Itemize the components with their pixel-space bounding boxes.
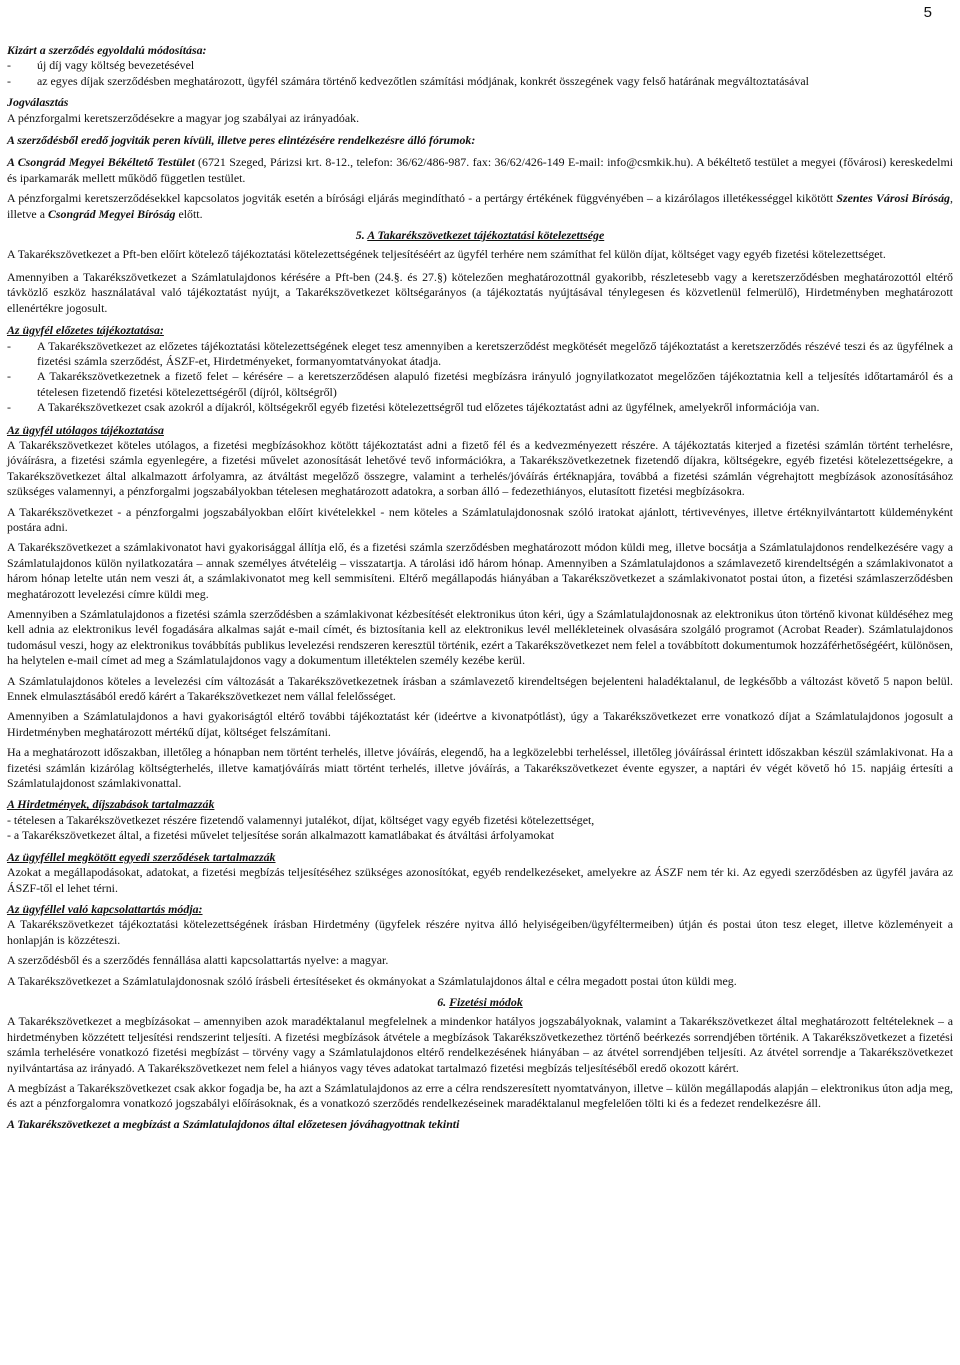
list-item: - A Takarékszövetkezet az előzetes tájékoztatási kötelezettségének eleget tesz amennyiben a keretszerződést megkötését megelőző tájékoztatást a keretszerződés részévé teszi és az ügyfélnek a fizetési számla szerződést, ÁSZF-et, Hirdetményeket, formanyomtatványokat átadja. bbox=[7, 338, 953, 368]
section-title: Kizárt a szerződés egyoldalú módosítása: bbox=[7, 43, 207, 57]
list-item: - A Takarékszövetkezetnek a fizető felet – kérésére – a keretszerződésen alapuló fizetési megbízásra irányuló jognyilatkozatot megelőzően tájékoztatnia kell a teljesítés időtartamáról és a tételesen fizetendő fizetési kötelezettségéről (díjról, költségről) bbox=[7, 369, 953, 399]
chapter-heading: 6. Fizetési módok bbox=[437, 994, 523, 1009]
paragraph: Amennyiben a Számlatulajdonos a fizetési számla szerződésben a számlakivonat kézbesítését elektronikus úton kéri, úgy a Számlatulajdonosnak az elektronikus úton történő kivonat küldéséhez meg kell adnia az elektronikus levél fogadására alkalmas saját e-mail címét, és biztosítania kell az elektronikus levél mellékleteinek olvasására szolgáló programot (Acrobat Reader). Számlatulajdonos tudomásul veszi, hogy az elektronikus továbbítás publikus levelezési rendszeren keresztül történik, ezért a Takarékszövetkezet nem felel a továbbított dokumentumok hozzáférhetőségéért, különösen, ha helytelen e-mail címet ad meg a Számlatulajdonos vagy a dokumentum illetéktelen személy kezébe kerül. bbox=[7, 607, 953, 668]
document-body bbox=[7, 43, 953, 1137]
section-title: Jogválasztás bbox=[7, 95, 69, 110]
paragraph: A pénzforgalmi keretszerződésekkel kapcsolatos jogviták esetén a bírósági eljárás megindítható - a pertárgy értékének függvényében – a kizárólagos illetékességgel kikötött Szentes Városi Bíróság, illetve a Csongrád Megyei Bíróság előtt. bbox=[7, 191, 953, 221]
paragraph: A Takarékszövetkezet a Számlatulajdonosnak szóló írásbeli értesítéseket és okmányokat a Számlatulajdonos által e célra megadott postai úton küldi meg. bbox=[7, 973, 737, 988]
chapter-heading: 5. A Takarékszövetkezet tájékoztatási kötelezettsége bbox=[355, 228, 605, 243]
paragraph: A megbízást a Takarékszövetkezet csak akkor fogadja be, ha azt a Számlatulajdonos az erre a célra rendszeresített nyomtatványon, illetve – külön megállapodás alapján – elektronikus úton adja meg, és azt a pénzforgalomra vonatkozó jogszabályi előírásoknak, és a vonatkozó szerződés rendelkezéseinek maradéktalanul megfelelően tölti ki és a fedezet rendelkezésre áll. bbox=[7, 1080, 953, 1111]
dash-bullet: - bbox=[7, 400, 11, 415]
court-name: Szentes Városi Bíróság bbox=[836, 191, 951, 206]
dash-bullet: - bbox=[7, 338, 11, 353]
section-title: Az ügyfél előzetes tájékoztatása: bbox=[7, 323, 164, 338]
paragraph: Amennyiben a Számlatulajdonos a havi gyakoriságtól eltérő további tájékoztatást kér (ideértve a kivonatpótlást), úgy a Takarékszövetkezet erre vonatkozó díjat a Számlatulajdonos jogosult a Hirdetményben meghatározott mértékű díjat, költséget felszámítani. bbox=[7, 709, 953, 739]
list-line: - tételesen a Takarékszövetkezet részére fizetendő valamennyi jutalékot, díjat, költséget vagy egyéb fizetési kötelezettséget, bbox=[7, 812, 595, 827]
section-title: Az ügyféllel való kapcsolattartás módja: bbox=[7, 901, 203, 916]
section-title: Az ügyfél utólagos tájékoztatása bbox=[7, 422, 164, 437]
list-item: - új díj vagy költség bevezetésével bbox=[7, 58, 195, 73]
paragraph: A Takarékszövetkezet a Pft-ben előírt kötelező tájékoztatási kötelezettségének teljesítéséért az ügyfél terhére nem számíthat fel külön díjat, költséget vagy egyéb fizetési kötelezettséget. bbox=[7, 247, 886, 262]
section-title: A Hirdetmények, díjszabások tartalmazzák bbox=[7, 797, 215, 812]
paragraph: Amennyiben a Takarékszövetkezet a Számlatulajdonos kérésére a Pft-ben (24.§. és 27.§) kötelezően meghatározottnál gyakoribb, részletesebb vagy a keretszerződésben meghatározottól eltérő távközlő eszköz használatával való tájékoztatást nyújt, a Takarékszövetkezet költségarányos (a tájékoztatás nyújtásával ténylegesen és közvetlenül felmerülő), Hirdetményben meghatározott ellenértékre jogosult. bbox=[7, 269, 953, 315]
paragraph: Azokat a megállapodásokat, adatokat, a fizetési megbízás teljesítéséhez szükséges azonosítókat, egyéb rendelkezéseket, amelyekre az ÁSZF nem tér ki. Az egyedi szerződésben az ügyfél javára az ÁSZF-től el lehet térni. bbox=[7, 865, 953, 895]
list-item: - A Takarékszövetkezet csak azokról a díjakról, költségekről egyéb fizetési kötelezettségről tud előzetes tájékoztatást adni az ügyfélnek, amelyekről információja van. bbox=[7, 400, 820, 415]
section-title: A szerződésből eredő jogviták peren kívüli, illetve peres elintézésére rendelkezésre álló fórumok: bbox=[7, 133, 476, 148]
paragraph: A Számlatulajdonos köteles a levelezési cím változását a Takarékszövetkezetnek írásban a számlavezető kirendeltségen bejelenteni haladéktalanul, de legkésőbb a változást követő 5 napon belül. Ennek elmulasztásából eredő kárért a Takarékszövetkezet nem vállal felelősséget. bbox=[7, 673, 953, 704]
paragraph: A Csongrád Megyei Békéltető Testület (6721 Szeged, Párizsi krt. 8-12., telefon: 36/62/486-987. fax: 36/62/426-149 E-mail: info@csmkik.hu). A békéltető testület a megyei (fővárosi) kereskedelmi és iparkamarák mellett működő független testület. bbox=[7, 155, 954, 185]
list-line: - a Takarékszövetkezet által, a fizetési művelet teljesítése során alkalmazott kamatlábakat és átváltási árfolyamokat bbox=[7, 828, 554, 843]
dash-bullet: - bbox=[7, 369, 11, 384]
page-number: 5 bbox=[923, 4, 932, 21]
paragraph: A Takarékszövetkezet a számlakivonatot havi gyakorisággal állítja elő, és a fizetési számla szerződésben meghatározott módon küldi meg, illetve bocsátja a Számlatulajdonos rendelkezésére vagy a Számlatulajdonos külön nyilatkozatára – annak személyes átvételéig – visszatartja. A tárolási idő három hónap. Amennyiben a Számlatulajdonos a számlavezető kirendeltségén a számlakivonatot a három hónap letelte után nem veszi át, a számlakivonatot meg kell semmisíteni. Eltérő megállapodás hiányában a Takarékszövetkezet a számlakivonatot postai úton, a fizetési számlaszerződésben meghatározott levelezési címre küldi meg. bbox=[7, 540, 953, 601]
list-item: - az egyes díjak szerződésben meghatározott, ügyfél számára történő kedvezőtlen számítási módjának, konkrét összegének vagy felső határának megváltoztatásával bbox=[7, 73, 809, 88]
dash-bullet: - bbox=[7, 58, 11, 73]
forum-name: A Csongrád Megyei Békéltető Testület bbox=[7, 155, 195, 170]
paragraph: A Takarékszövetkezet a megbízásokat – amennyiben azok maradéktalanul megfelelnek a mindenkor hatályos jogszabályoknak, valamint a Takarékszövetkezet által meghatározott feltételeknek – a hirdetményben közzétett teljesítési rendszerint teljesíti. A fizetési megbízások átvétele a megbízások Takarékszövetkezethez történő beérkezés sorrendjében történik. A Takarékszövetkezet a fizetési számla terhelésére vonatkozó fizetési megbízást – törvény vagy a Számlatulajdonos eltérő rendelkezésének hiányában – az átvétel sorrendjében teljesíti. Az átvétel sorrendje a Takarékszövetkezet nyilvántartása az irányadó. A Takarékszövetkezet nem felel a hiányos vagy téves adatokat tartalmazó fizetési megbízás teljesítéséből eredő okozott kárért. bbox=[7, 1014, 953, 1075]
paragraph: A Takarékszövetkezet a megbízást a Számlatulajdonos által előzetesen jóváhagyottnak tekinti bbox=[7, 1116, 460, 1131]
paragraph: A pénzforgalmi keretszerződésekre a magyar jog szabályai az irányadóak. bbox=[7, 110, 360, 125]
paragraph: A Takarékszövetkezet köteles utólagos, a fizetési megbízásokhoz kötött tájékoztatást adni a fizető fél és a kedvezményezett részére. A tájékoztatás kiterjed a fizetési számlán történt terhelésre, jóváírásra, a fizetési számla egyenlegére, a fizetési művelet azonosítását lehetővé tevő információkra, a Takarékszövetkezetnek fizetendő díjakra, költségekre, egyéb fizetési kötelezettségekre, a Takarékszövetkezet által alkalmazott árfolyamra, az átváltást megelőző összegre, valamint a terhelés/jóváírás értéknapjára, továbbá a fizetési számlán végrehajtott megbízások azonosításához szükséges valamennyi, a pénzforgalmi jogszabályokban tételesen meghatározott adatokra, a sorban álló – fedezethiányos, elutasított fizetési megbízásokra. bbox=[7, 437, 953, 499]
paragraph: A Takarékszövetkezet - a pénzforgalmi jogszabályokban előírt kivételekkel - nem köteles a Számlatulajdonosnak szóló iratokat ajánlott, tértivevényes, illetve értéknyilvántartott küldeményként postára adni. bbox=[7, 504, 953, 534]
paragraph: Ha a meghatározott időszakban, illetőleg a hónapban nem történt terhelés, illetve jóváírás, elegendő, ha a legközelebbi terheléssel, illetőleg jóváírással érintett időszakban készül számlakivonat. Ha a fizetési számlán kizárólag költségterhelés, illetve kamatjóváírás miatt történt terhelés, illetve jóváírás, a Takarékszövetkezet évente egyszer, a naptári év végét követő hó 15. napjáig értesíti a Számlatulajdonost számlakivonattal. bbox=[7, 745, 953, 791]
court-name: Csongrád Megyei Bíróság bbox=[47, 206, 176, 221]
paragraph: A Takarékszövetkezet tájékoztatási kötelezettségének írásban Hirdetmény (ügyfelek részére nyitva álló helyiségeiben/ügyféltermeiben) útján és postai úton tesz eleget, illetve közleményeit a honlapján is közzéteszi. bbox=[7, 917, 953, 947]
dash-bullet: - bbox=[7, 73, 11, 88]
section-title: Az ügyféllel megkötött egyedi szerződések tartalmazzák bbox=[7, 849, 276, 864]
paragraph: A szerződésből és a szerződés fennállása alatti kapcsolattartás nyelve: a magyar. bbox=[7, 953, 389, 968]
